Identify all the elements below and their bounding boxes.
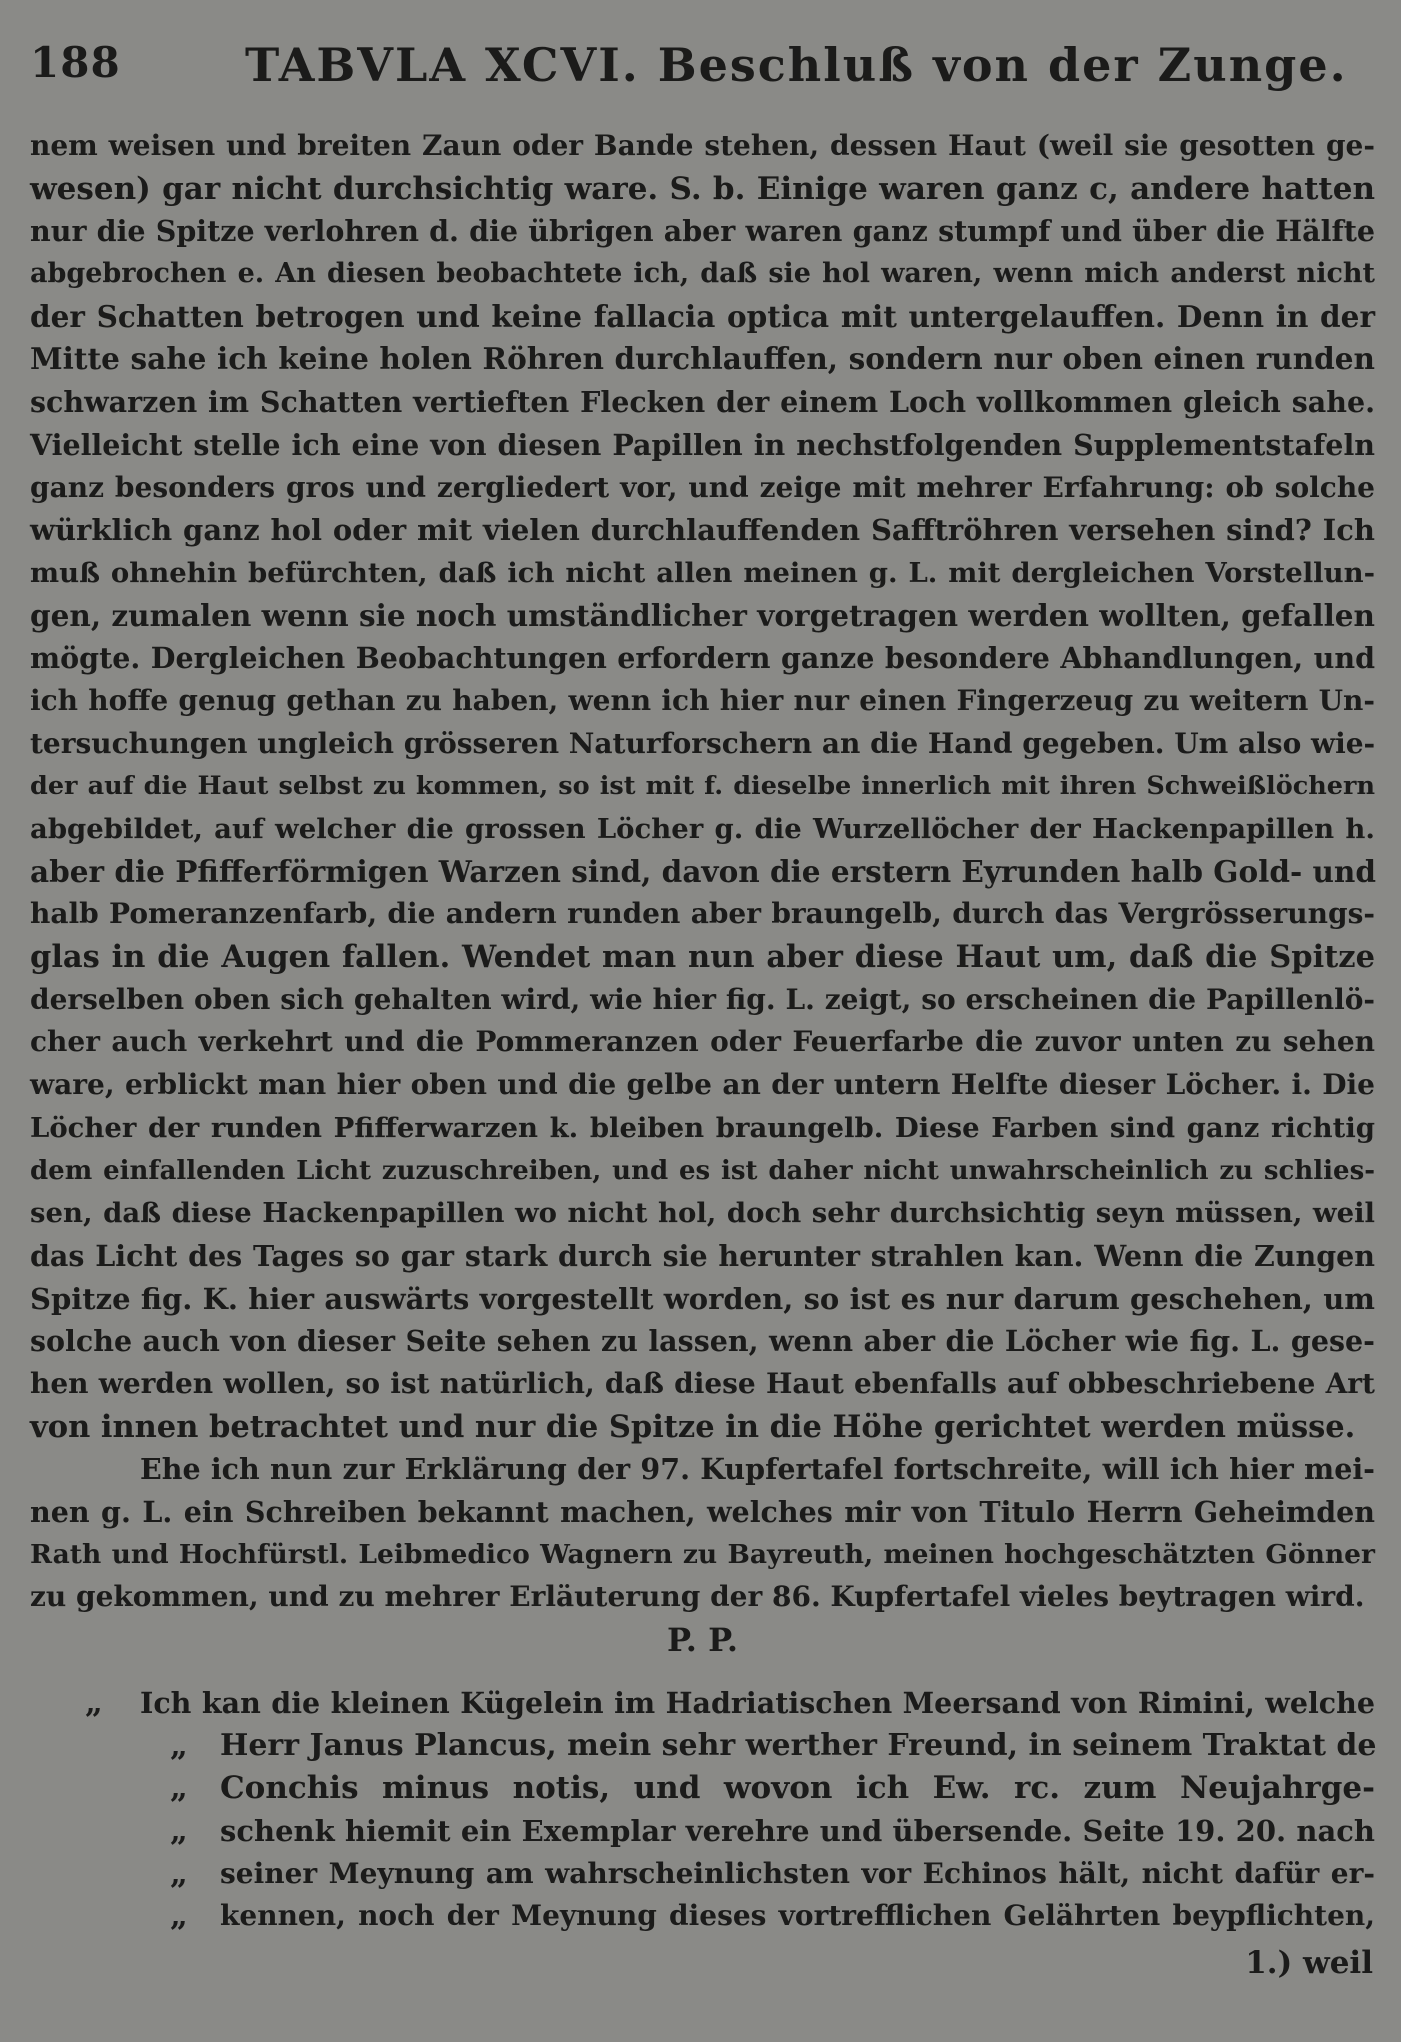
letter-line [30, 1767, 1375, 1810]
quoted-letter [30, 1682, 1375, 1938]
text-line: halb Pomeranzenfarb, die andern runden aber braungelb, durch das Vergrösserungs- [30, 897, 1375, 931]
body-text [30, 125, 1375, 1662]
text-line: cher auch verkehrt und die Pommeranzen oder Feuerfarbe die zuvor unten zu sehen [30, 1025, 1375, 1059]
letter-line-text: Conchis minus notis, und wovon ich Ew. rc. zum Neujahrge- [220, 1770, 1375, 1807]
text-line: nur die Spitze verlohren d. die übrigen aber waren ganz stumpf und über die Hälfte [30, 214, 1375, 249]
letter-line-text: Herr Janus Plancus, mein sehr werther Freund, in seinem Traktat de [220, 1727, 1377, 1763]
text-line: das Licht des Tages so gar stark durch sie herunter strahlen kan. Wenn die Zungen [30, 1238, 1375, 1273]
text-line: muß ohnehin befürchten, daß ich nicht allen meinen g. L. mit dergleichen Vorstellun- [30, 556, 1375, 589]
running-title: TABVLA XCVI. Beschluß von der Zunge. [245, 38, 1348, 92]
quote-mark: „ [85, 1685, 103, 1721]
text-line: dem einfallenden Licht zuzuschreiben, und es ist daher nicht unwahrscheinlich zu schlies- [30, 1155, 1375, 1186]
letter-line [30, 1725, 1375, 1768]
page-number: 188 [30, 38, 121, 87]
text-line: von innen betrachtet und nur die Spitze in die Höhe gerichtet werden müsse. [30, 1408, 1356, 1445]
text-line: Löcher der runden Pfifferwarzen k. bleiben braungelb. Diese Farben sind ganz richtig [30, 1111, 1375, 1144]
text-line: nem weisen und breiten Zaun oder Bande stehen, dessen Haut (weil sie gesotten ge- [30, 129, 1375, 162]
text-line: derselben oben sich gehalten wird, wie hier fig. L. zeigt, so erscheinen die Papillenlö- [30, 982, 1375, 1016]
quote-mark: „ [170, 1898, 188, 1935]
text-line: Vielleicht stelle ich eine von diesen Papillen in nechstfolgenden Supplementstafeln [30, 427, 1375, 462]
text-line: sen, daß diese Hackenpapillen wo nicht hol, doch sehr durchsichtig seyn müssen, weil [30, 1197, 1375, 1230]
letter-line-text: seiner Meynung am wahrscheinlichsten vor Echinos hält, nicht dafür er- [220, 1856, 1375, 1890]
paragraph-start-line: Ehe ich nun zur Erklärung der 97. Kupfertafel fortschreite, will ich hier mei- [140, 1452, 1375, 1487]
text-line: Mitte sahe ich keine holen Röhren durchlauffen, sondern nur oben einen runden [30, 341, 1375, 377]
text-line: nen g. L. ein Schreiben bekannt machen, welches mir von Titulo Herrn Geheimden [30, 1495, 1375, 1529]
text-line: tersuchungen ungleich grösseren Naturforschern an die Hand gegeben. Um also wie- [30, 726, 1376, 760]
text-line: ganz besonders gros und zergliedert vor, und zeige mit mehrer Erfahrung: ob solche [30, 470, 1375, 504]
text-line: schwarzen im Schatten vertieften Flecken der einem Loch vollkommen gleich sahe. [30, 385, 1375, 420]
catchword: 1.) weil [1245, 1945, 1373, 1981]
text-line: glas in die Augen fallen. Wendet man nun aber diese Haut um, daß die Spitze [30, 939, 1375, 976]
quote-mark: „ [170, 1727, 188, 1764]
letter-line [30, 1853, 1375, 1896]
salutation: P. P. [667, 1621, 738, 1660]
letter-line-text: kennen, noch der Meynung dieses vortrefflichen Gelährten beypflichten, [220, 1899, 1375, 1933]
text-line: Rath und Hochfürstl. Leibmedico Wagnern zu Bayreuth, meinen hochgeschätzten Gönner [30, 1538, 1375, 1570]
letter-line-text: Ich kan die kleinen Kügelein im Hadriatischen Meersand von Rimini, welche [140, 1686, 1375, 1720]
text-line: der auf die Haut selbst zu kommen, so ist mit f. dieselbe innerlich mit ihren Schweißlöchern [30, 771, 1375, 802]
text-line: der Schatten betrogen und keine fallacia optica mit untergelauffen. Denn in der [30, 298, 1375, 334]
text-line: zu gekommen, und zu mehrer Erläuterung der 86. Kupfertafel vieles beytragen wird. [30, 1580, 1365, 1614]
text-line: gen, zumalen wenn sie noch umständlicher vorgetragen werden wollten, gefallen [30, 597, 1375, 633]
text-line: mögte. Dergleichen Beobachtungen erfordern ganze besondere Abhandlungen, und [30, 641, 1375, 676]
text-line: wesen) gar nicht durchsichtig ware. S. b. Einige waren ganz c, andere hatten [30, 170, 1375, 207]
text-line: ware, erblickt man hier oben und die gelbe an der untern Helfte dieser Löcher. i. Die [30, 1068, 1375, 1102]
text-line: würklich ganz hol oder mit vielen durchlauffenden Safftröhren versehen sind? Ich [30, 513, 1375, 548]
letter-line [30, 1810, 1375, 1853]
text-line: solche auch von dieser Seite sehen zu lassen, wenn aber die Löcher wie fig. L. gese- [30, 1324, 1375, 1359]
text-line: hen werden wollen, so ist natürlich, daß diese Haut ebenfalls auf obbeschriebene Art [30, 1366, 1375, 1400]
text-line: ich hoffe genug gethan zu haben, wenn ich hier nur einen Fingerzeug zu weitern Un- [30, 683, 1375, 717]
text-line: abgebrochen e. An diesen beobachtete ich, daß sie hol waren, wenn mich anderst nicht [30, 258, 1375, 290]
quote-mark: „ [170, 1770, 188, 1807]
page-header [30, 38, 1370, 98]
quote-mark: „ [170, 1813, 188, 1850]
text-line: abgebildet, auf welcher die grossen Löcher g. die Wurzellöcher der Hackenpapillen h. [30, 813, 1375, 845]
letter-line [30, 1895, 1375, 1938]
text-line: Spitze fig. K. hier auswärts vorgestellt worden, so ist es nur darum geschehen, um [30, 1281, 1375, 1316]
letter-line-text: schenk hiemit ein Exemplar verehre und übersende. Seite 19. 20. nach [220, 1814, 1375, 1849]
letter-line [30, 1682, 1375, 1725]
text-line: aber die Pfifferförmigen Warzen sind, davon die erstern Eyrunden halb Gold- und [30, 853, 1376, 889]
quote-mark: „ [170, 1855, 188, 1892]
